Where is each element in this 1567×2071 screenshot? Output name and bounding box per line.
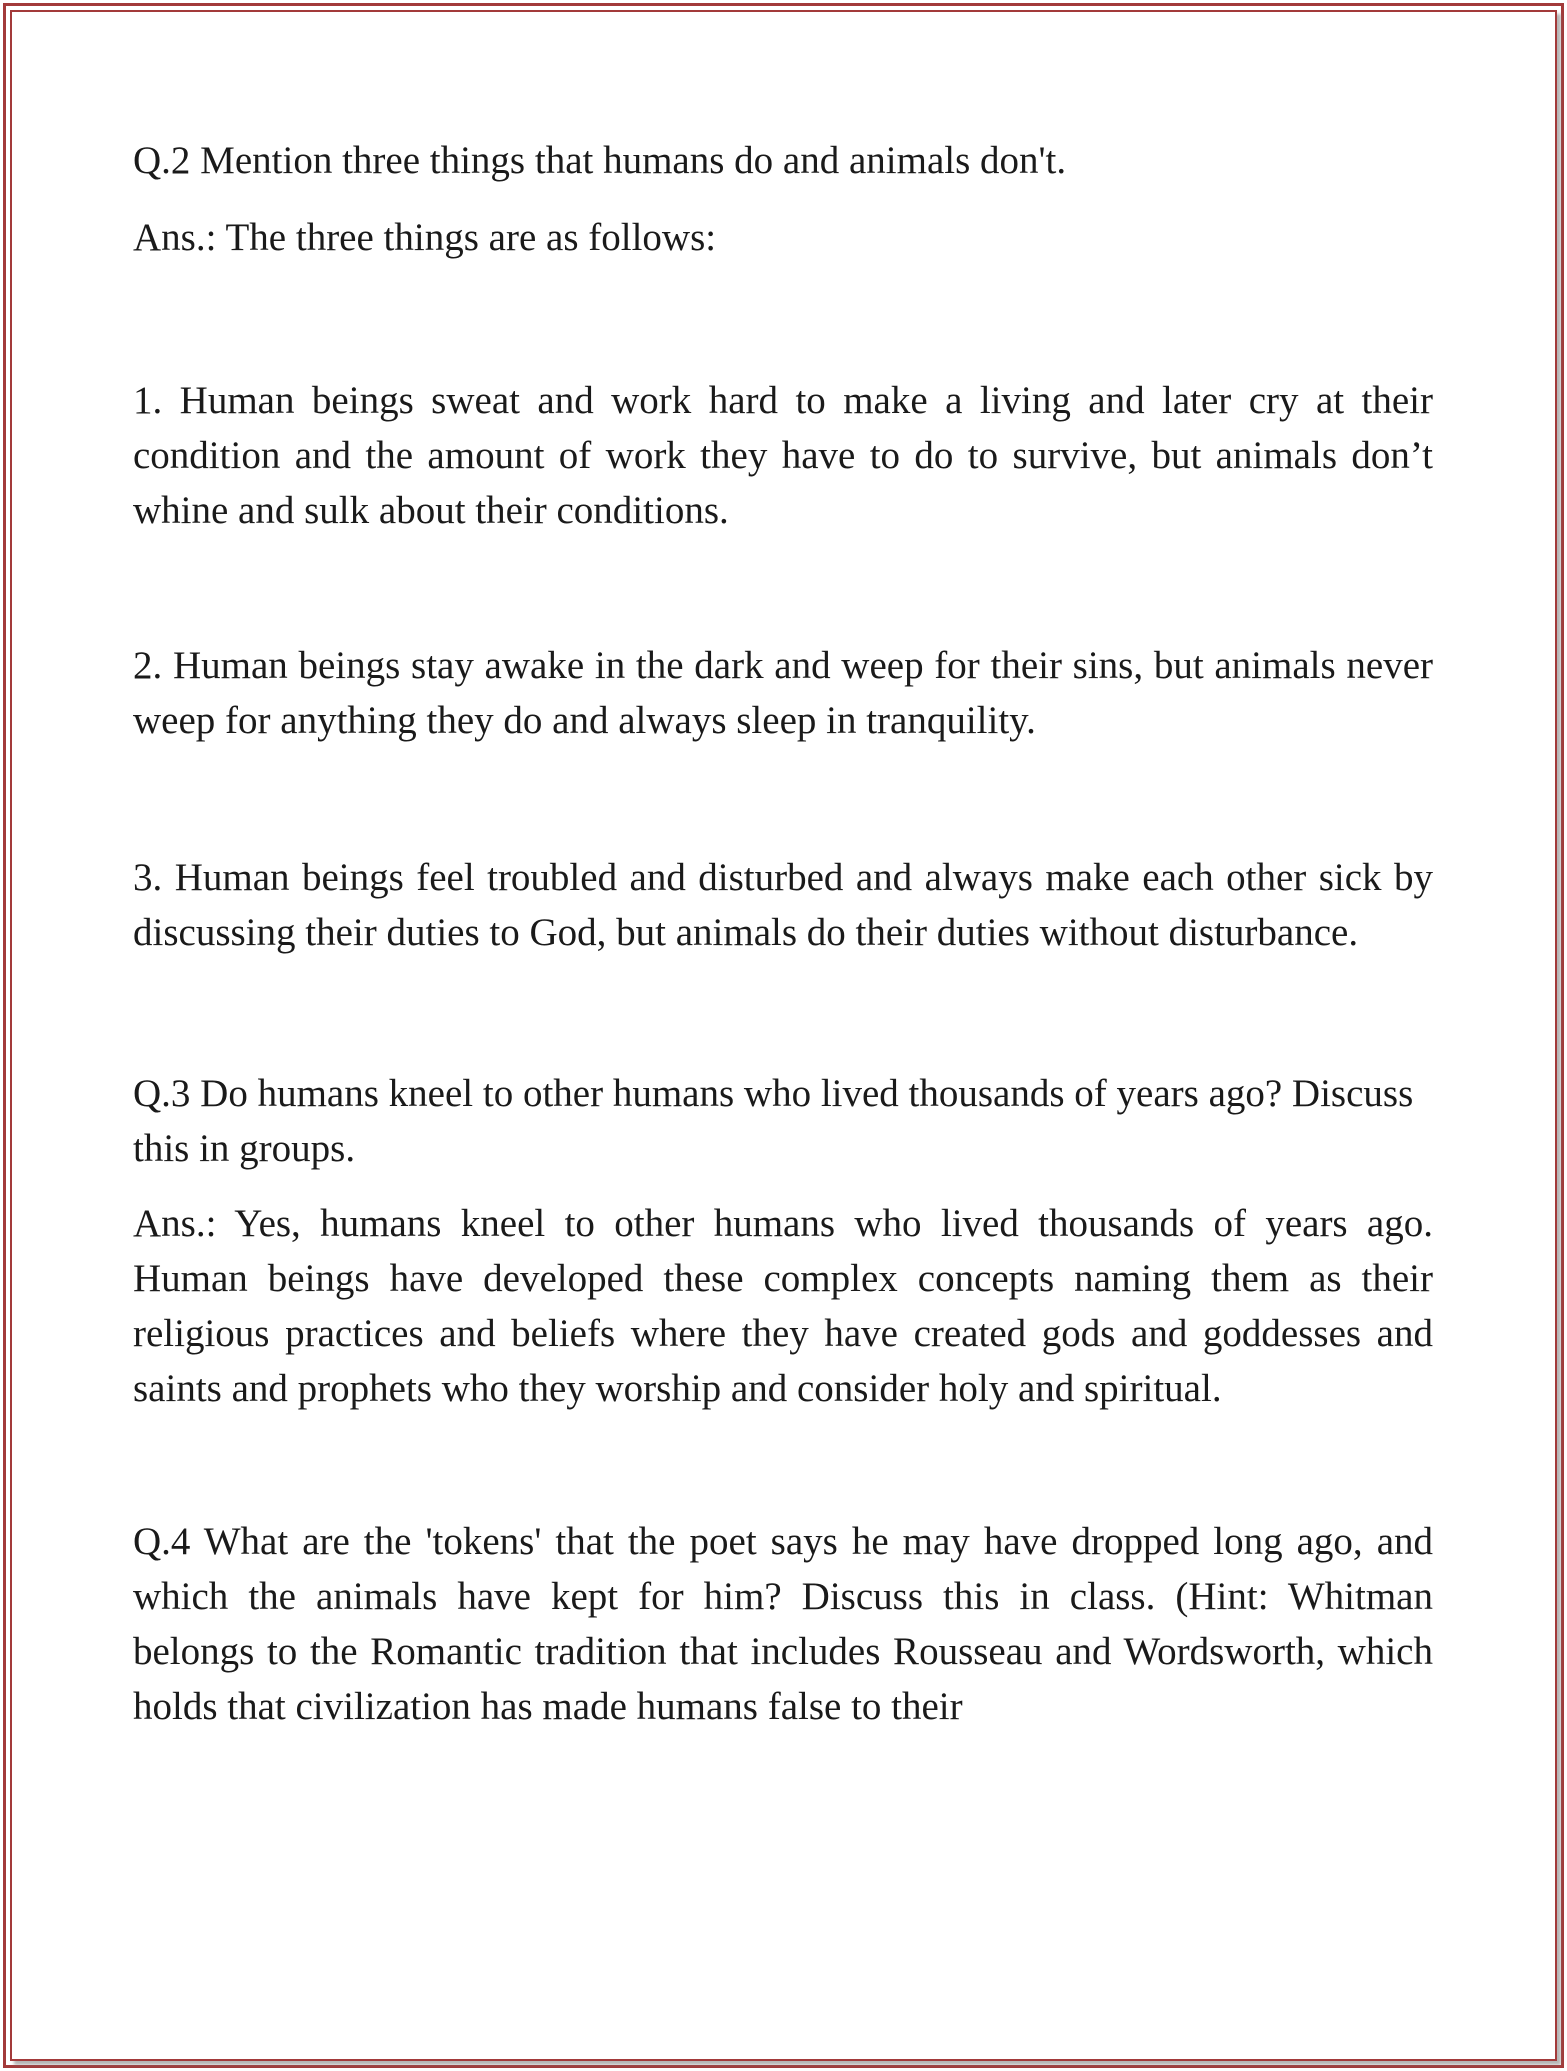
q2-point-2: 2. Human beings stay awake in the dark and weep for their sins, but animals never weep for anything they do and always sleep in tranquility.	[133, 644, 1433, 742]
q3-question: Q.3 Do humans kneel to other humans who lived thousands of years ago? Discuss this in groups.	[133, 1072, 1414, 1170]
document-content	[133, 133, 1433, 1734]
q2-point-3: 3. Human beings feel troubled and disturbed and always make each other sick by discussing their duties to God, but animals do their duties without disturbance.	[133, 856, 1433, 954]
q3-answer: Ans.: Yes, humans kneel to other humans who lived thousands of years ago. Human beings have developed these complex concepts naming them as their religious practices and beliefs where they have created gods and goddesses and saints and prophets who they worship and consider holy and spiritual.	[133, 1202, 1433, 1410]
q2-question: Q.2 Mention three things that humans do and animals don't.	[133, 139, 1067, 182]
q2-answer-intro: Ans.: The three things are as follows:	[133, 216, 717, 259]
q2-point-1: 1. Human beings sweat and work hard to make a living and later cry at their condition and the amount of work they have to do to survive, but animals don’t whine and sulk about their conditions.	[133, 379, 1433, 532]
q4-question: Q.4 What are the 'tokens' that the poet says he may have dropped long ago, and which the animals have kept for him? Discuss this in class. (Hint: Whitman belongs to the Romantic tradition that includes Rousseau and Wordsworth, which holds that civilization has made humans false to their	[133, 1520, 1433, 1728]
